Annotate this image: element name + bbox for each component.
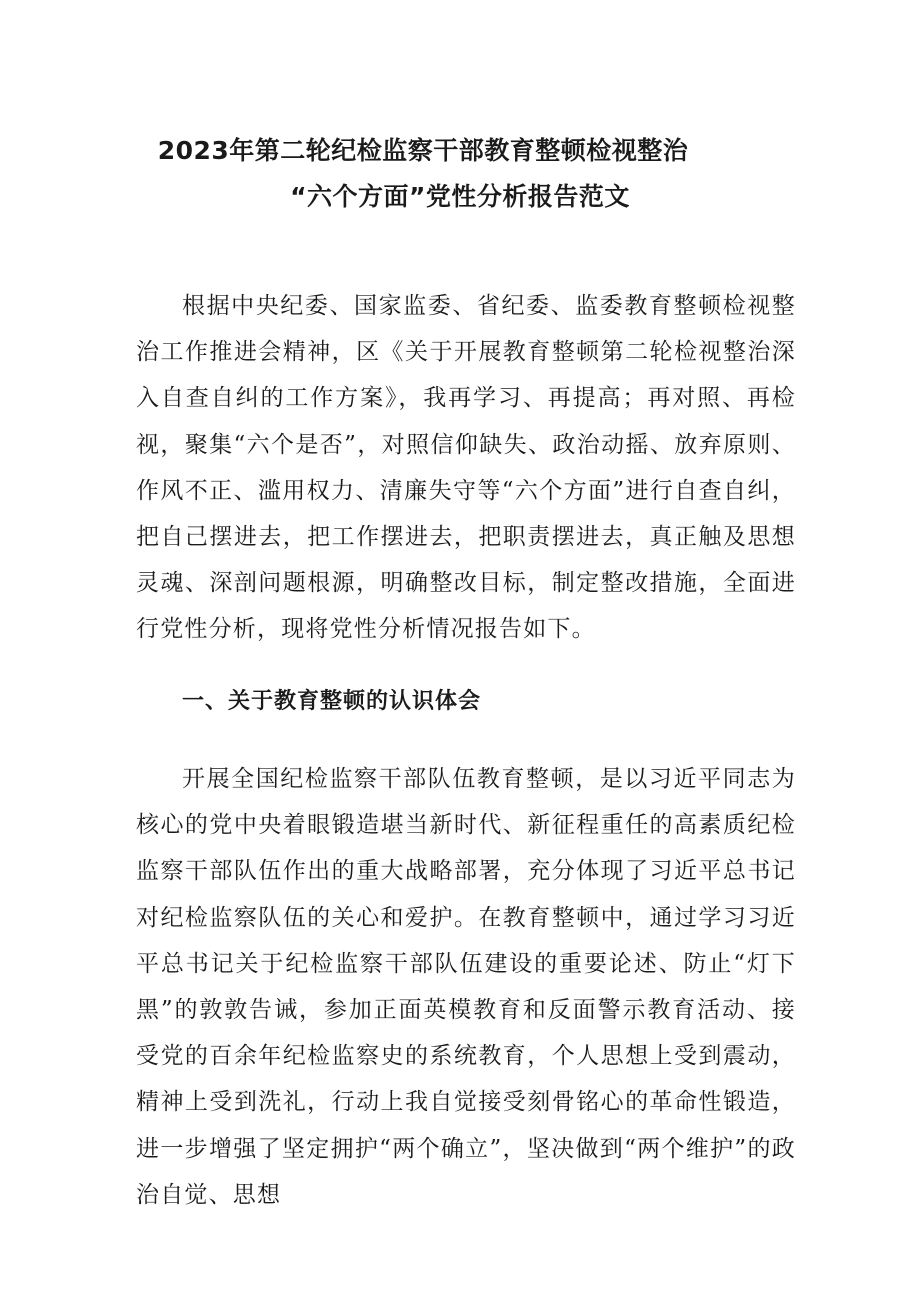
document-title-line-1: 2023年第二轮纪检监察干部教育整顿检视整治 [157,136,689,165]
section-1-paragraph: 开展全国纪检监察干部队伍教育整顿，是以习近平同志为核心的党中央着眼锻造堪当新时代、新征程重任的高素质纪检监察干部队伍作出的重大战略部署，充分体现了习近平总书记对纪检监察队伍的关心和爱护。在教育整顿中，通过学习习近平总书记关于纪检监察干部队伍建设的重要论述、防止“灯下黑”的敦敦告诫，参加正面英模教育和反面警示教育活动、接受党的百余年纪检监察史的系统教育，个人思想上受到震动，精神上受到洗礼，行动上我自觉接受刻骨铭心的革命性锻造，进一步增强了坚定拥护“两个确立”，坚决做到“两个维护”的政治自觉、思想 [136,766,796,1208]
section-1-heading: 一、关于教育整顿的认识体会 [182,689,482,714]
intro-paragraph: 根据中央纪委、国家监委、省纪委、监委教育整顿检视整治工作推进会精神，区《关于开展教育整顿第二轮检视整治深入自查自纠的工作方案》，我再学习、再提高；再对照、再检视，聚集“六个是否”，对照信仰缺失、政治动摇、放弃原则、作风不正、滥用权力、清廉失守等“六个方面”进行自查自纠，把自己摆进去，把工作摆进去，把职责摆进去，真正触及思想灵魂、深剖问题根源，明确整改目标，制定整改措施，全面进行党性分析，现将党性分析情况报告如下。 [136,293,796,643]
document-title-line-2: “六个方面”党性分析报告范文 [290,182,630,211]
